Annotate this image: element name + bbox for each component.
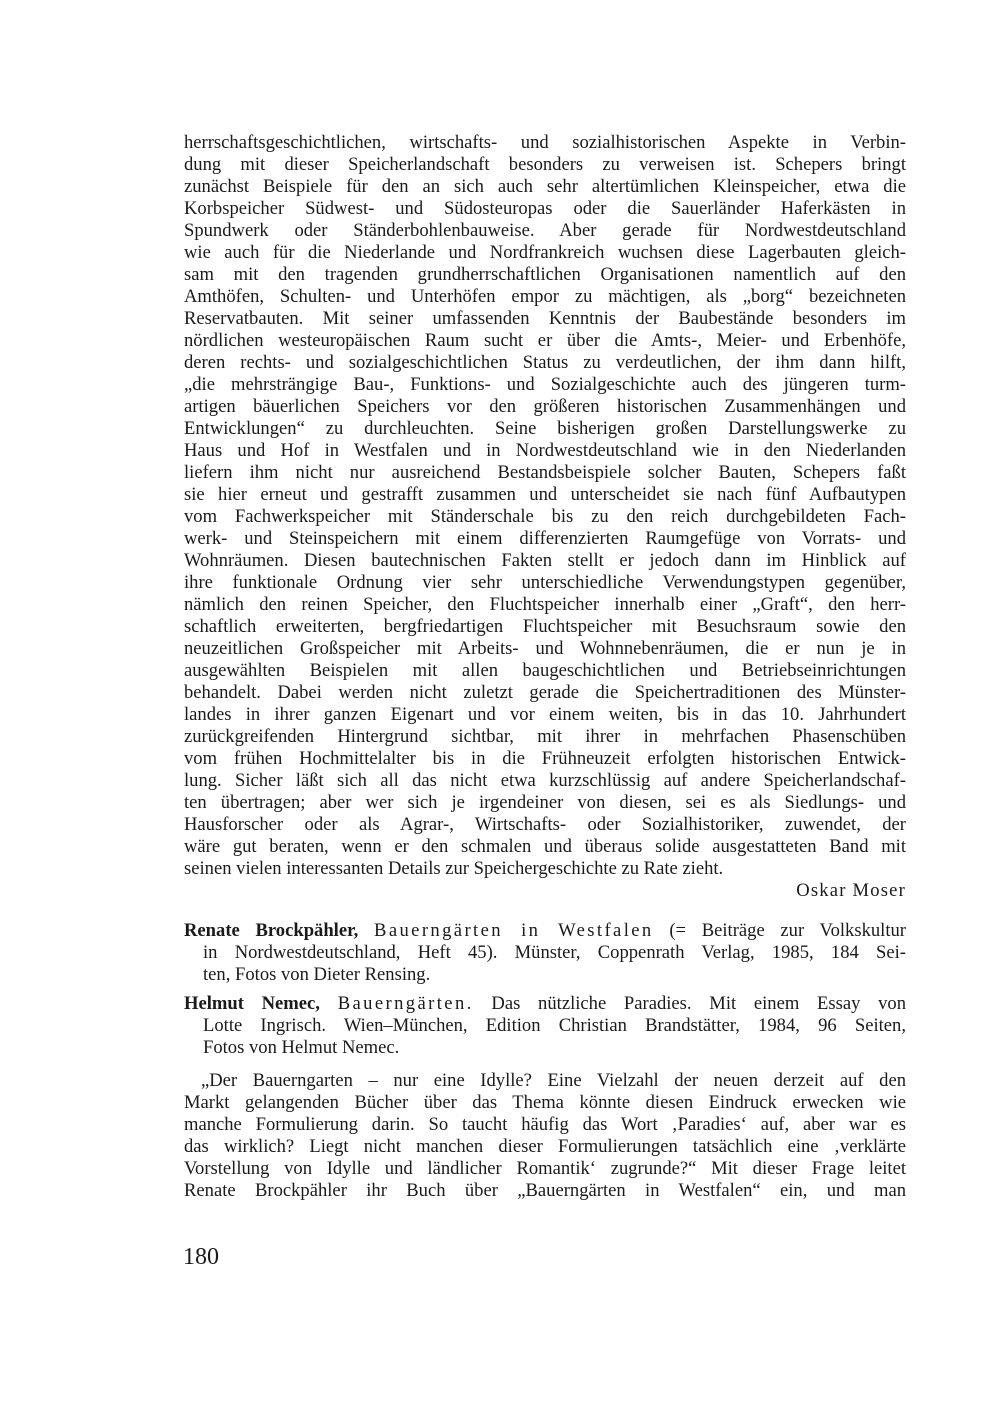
text-line: Haus und Hof in Westfalen und in Nordwestdeutschland wie in den Niederlanden bbox=[184, 440, 906, 461]
bib-line-3: Fotos von Helmut Nemec. bbox=[203, 1037, 400, 1058]
text-line: Reservatbauten. Mit seiner umfassenden Kenntnis der Baubestände besonders im bbox=[184, 308, 906, 329]
text-line: dung mit dieser Speicherlandschaft besonders zu verweisen ist. Schepers bringt bbox=[184, 154, 906, 175]
text-line: wäre gut beraten, wenn er den schmalen und überaus solide ausgestatteten Band mit bbox=[184, 836, 906, 857]
text-line: das wirklich? Liegt nicht manchen dieser Formulierungen tatsächlich eine ‚verklärte bbox=[184, 1136, 906, 1157]
bib-line-2: in Nordwestdeutschland, Heft 45). Münster, Coppenrath Verlag, 1985, 184 Sei- bbox=[203, 942, 906, 963]
text-line: Entwicklungen“ zu durchleuchten. Seine bisherigen großen Darstellungswerke zu bbox=[184, 418, 906, 439]
bib-title: Bauerngärten in Westfalen bbox=[374, 920, 654, 941]
text-line: Renate Brockpähler ihr Buch über „Bauerngärten in Westfalen“ ein, und man bbox=[184, 1180, 906, 1201]
reviewer-signature: Oskar Moser bbox=[796, 880, 906, 901]
bib-author: Helmut Nemec, bbox=[184, 993, 320, 1014]
text-line: ten übertragen; aber wer sich je irgendeiner von diesen, sei es als Siedlungs- und bbox=[184, 792, 906, 813]
text-line: ihre funktionale Ordnung vier sehr unterschiedliche Verwendungstypen gegenüber, bbox=[184, 572, 906, 593]
text-line: liefern ihm nicht nur ausreichend Bestandsbeispiele solcher Bauten, Schepers faßt bbox=[184, 462, 906, 483]
text-line: vom Fachwerkspeicher mit Ständerschale bis zu den reich durchgebildeten Fach- bbox=[184, 506, 906, 527]
text-line: neuzeitlichen Großspeicher mit Arbeits- und Wohnnebenräumen, die er nun je in bbox=[184, 638, 906, 659]
text-line: lung. Sicher läßt sich all das nicht etwa kurzschlüssig auf andere Speicherlandschaf- bbox=[184, 770, 906, 791]
text-line: landes in ihrer ganzen Eigenart und vor einem weiten, bis in das 10. Jahrhundert bbox=[184, 704, 906, 725]
bib-line-2: Lotte Ingrisch. Wien–München, Edition Christian Brandstätter, 1984, 96 Seiten, bbox=[203, 1015, 906, 1036]
bib-line-3: ten, Fotos von Dieter Rensing. bbox=[203, 964, 431, 985]
text-line: herrschaftsgeschichtlichen, wirtschafts- und sozialhistorischen Aspekte in Verbin- bbox=[184, 132, 906, 153]
text-line: sam mit den tragenden grundherrschaftlichen Organisationen namentlich auf den bbox=[184, 264, 906, 285]
text-line: Vorstellung von Idylle und ländlicher Romantik‘ zugrunde?“ Mit dieser Frage leitet bbox=[184, 1158, 906, 1179]
text-line: nördlichen westeuropäischen Raum sucht er über die Amts-, Meier- und Erbenhöfe, bbox=[184, 330, 906, 351]
text-line: werk- und Steinspeichern mit einem differenzierten Raumgefüge von Vorrats- und bbox=[184, 528, 906, 549]
text-line: „die mehrsträngige Bau-, Funktions- und Sozialgeschichte auch des jüngeren turm- bbox=[184, 374, 906, 395]
text-line: „Der Bauerngarten – nur eine Idylle? Eine Vielzahl der neuen derzeit auf den bbox=[201, 1070, 906, 1091]
bib-title: Bauerngärten. bbox=[337, 993, 474, 1014]
text-line: zunächst Beispiele für den an sich auch sehr altertümlichen Kleinspeicher, etwa die bbox=[184, 176, 906, 197]
page-number: 180 bbox=[183, 1244, 219, 1270]
text-line: Markt gelangenden Bücher über das Thema könnte diesen Eindruck erwecken wie bbox=[184, 1092, 906, 1113]
text-line: artigen bäuerlichen Speichers vor den größeren historischen Zusammenhängen und bbox=[184, 396, 906, 417]
bib-author: Renate Brockpähler, bbox=[184, 920, 359, 941]
text-line: ausgewählten Beispielen mit allen baugeschichtlichen und Betriebseinrichtungen bbox=[184, 660, 906, 681]
text-line: vom frühen Hochmittelalter bis in die Frühneuzeit erfolgten historischen Entwick- bbox=[184, 748, 906, 769]
text-line: Korbspeicher Südwest- und Südosteuropas oder die Sauerländer Haferkästen in bbox=[184, 198, 906, 219]
text-line: zurückgreifenden Hintergrund sichtbar, mit ihrer in mehrfachen Phasenschüben bbox=[184, 726, 906, 747]
bib-line-1 bbox=[184, 920, 906, 942]
text-line: Amthöfen, Schulten- und Unterhöfen empor zu mächtigen, als „borg“ bezeichneten bbox=[184, 286, 906, 307]
text-line: Hausforscher oder als Agrar-, Wirtschafts- oder Sozialhistoriker, zuwendet, der bbox=[184, 814, 906, 835]
text-line: Spundwerk oder Ständerbohlenbauweise. Aber gerade für Nordwestdeutschland bbox=[184, 220, 906, 241]
text-line: wie auch für die Niederlande und Nordfrankreich wuchsen diese Lagerbauten gleich- bbox=[184, 242, 906, 263]
text-line: schaftlich erweiterten, bergfriedartigen Fluchtspeicher mit Besuchsraum sowie den bbox=[184, 616, 906, 637]
text-line: deren rechts- und sozialgeschichtlichen Status zu verdeutlichen, der ihm dann hilft, bbox=[184, 352, 906, 373]
bib-line-1 bbox=[184, 993, 906, 1015]
text-line: Wohnräumen. Diesen bautechnischen Fakten stellt er jedoch dann im Hinblick auf bbox=[184, 550, 906, 571]
text-line: seinen vielen interessanten Details zur Speichergeschichte zu Rate zieht. bbox=[184, 858, 724, 879]
text-line: behandelt. Dabei werden nicht zuletzt gerade die Speichertraditionen des Münster- bbox=[184, 682, 906, 703]
text-line: nämlich den reinen Speicher, den Fluchtspeicher innerhalb einer „Graft“, den herr- bbox=[184, 594, 906, 615]
bib-series: (= Beiträge zur Volkskultur bbox=[669, 920, 906, 941]
text-line: manche Formulierung darin. So taucht häufig das Wort ‚Paradies‘ auf, aber war es bbox=[184, 1114, 906, 1135]
bib-subtitle: Das nützliche Paradies. Mit einem Essay von bbox=[491, 993, 907, 1014]
text-line: sie hier erneut und gestrafft zusammen und unterscheidet sie nach fünf Aufbautypen bbox=[184, 484, 906, 505]
